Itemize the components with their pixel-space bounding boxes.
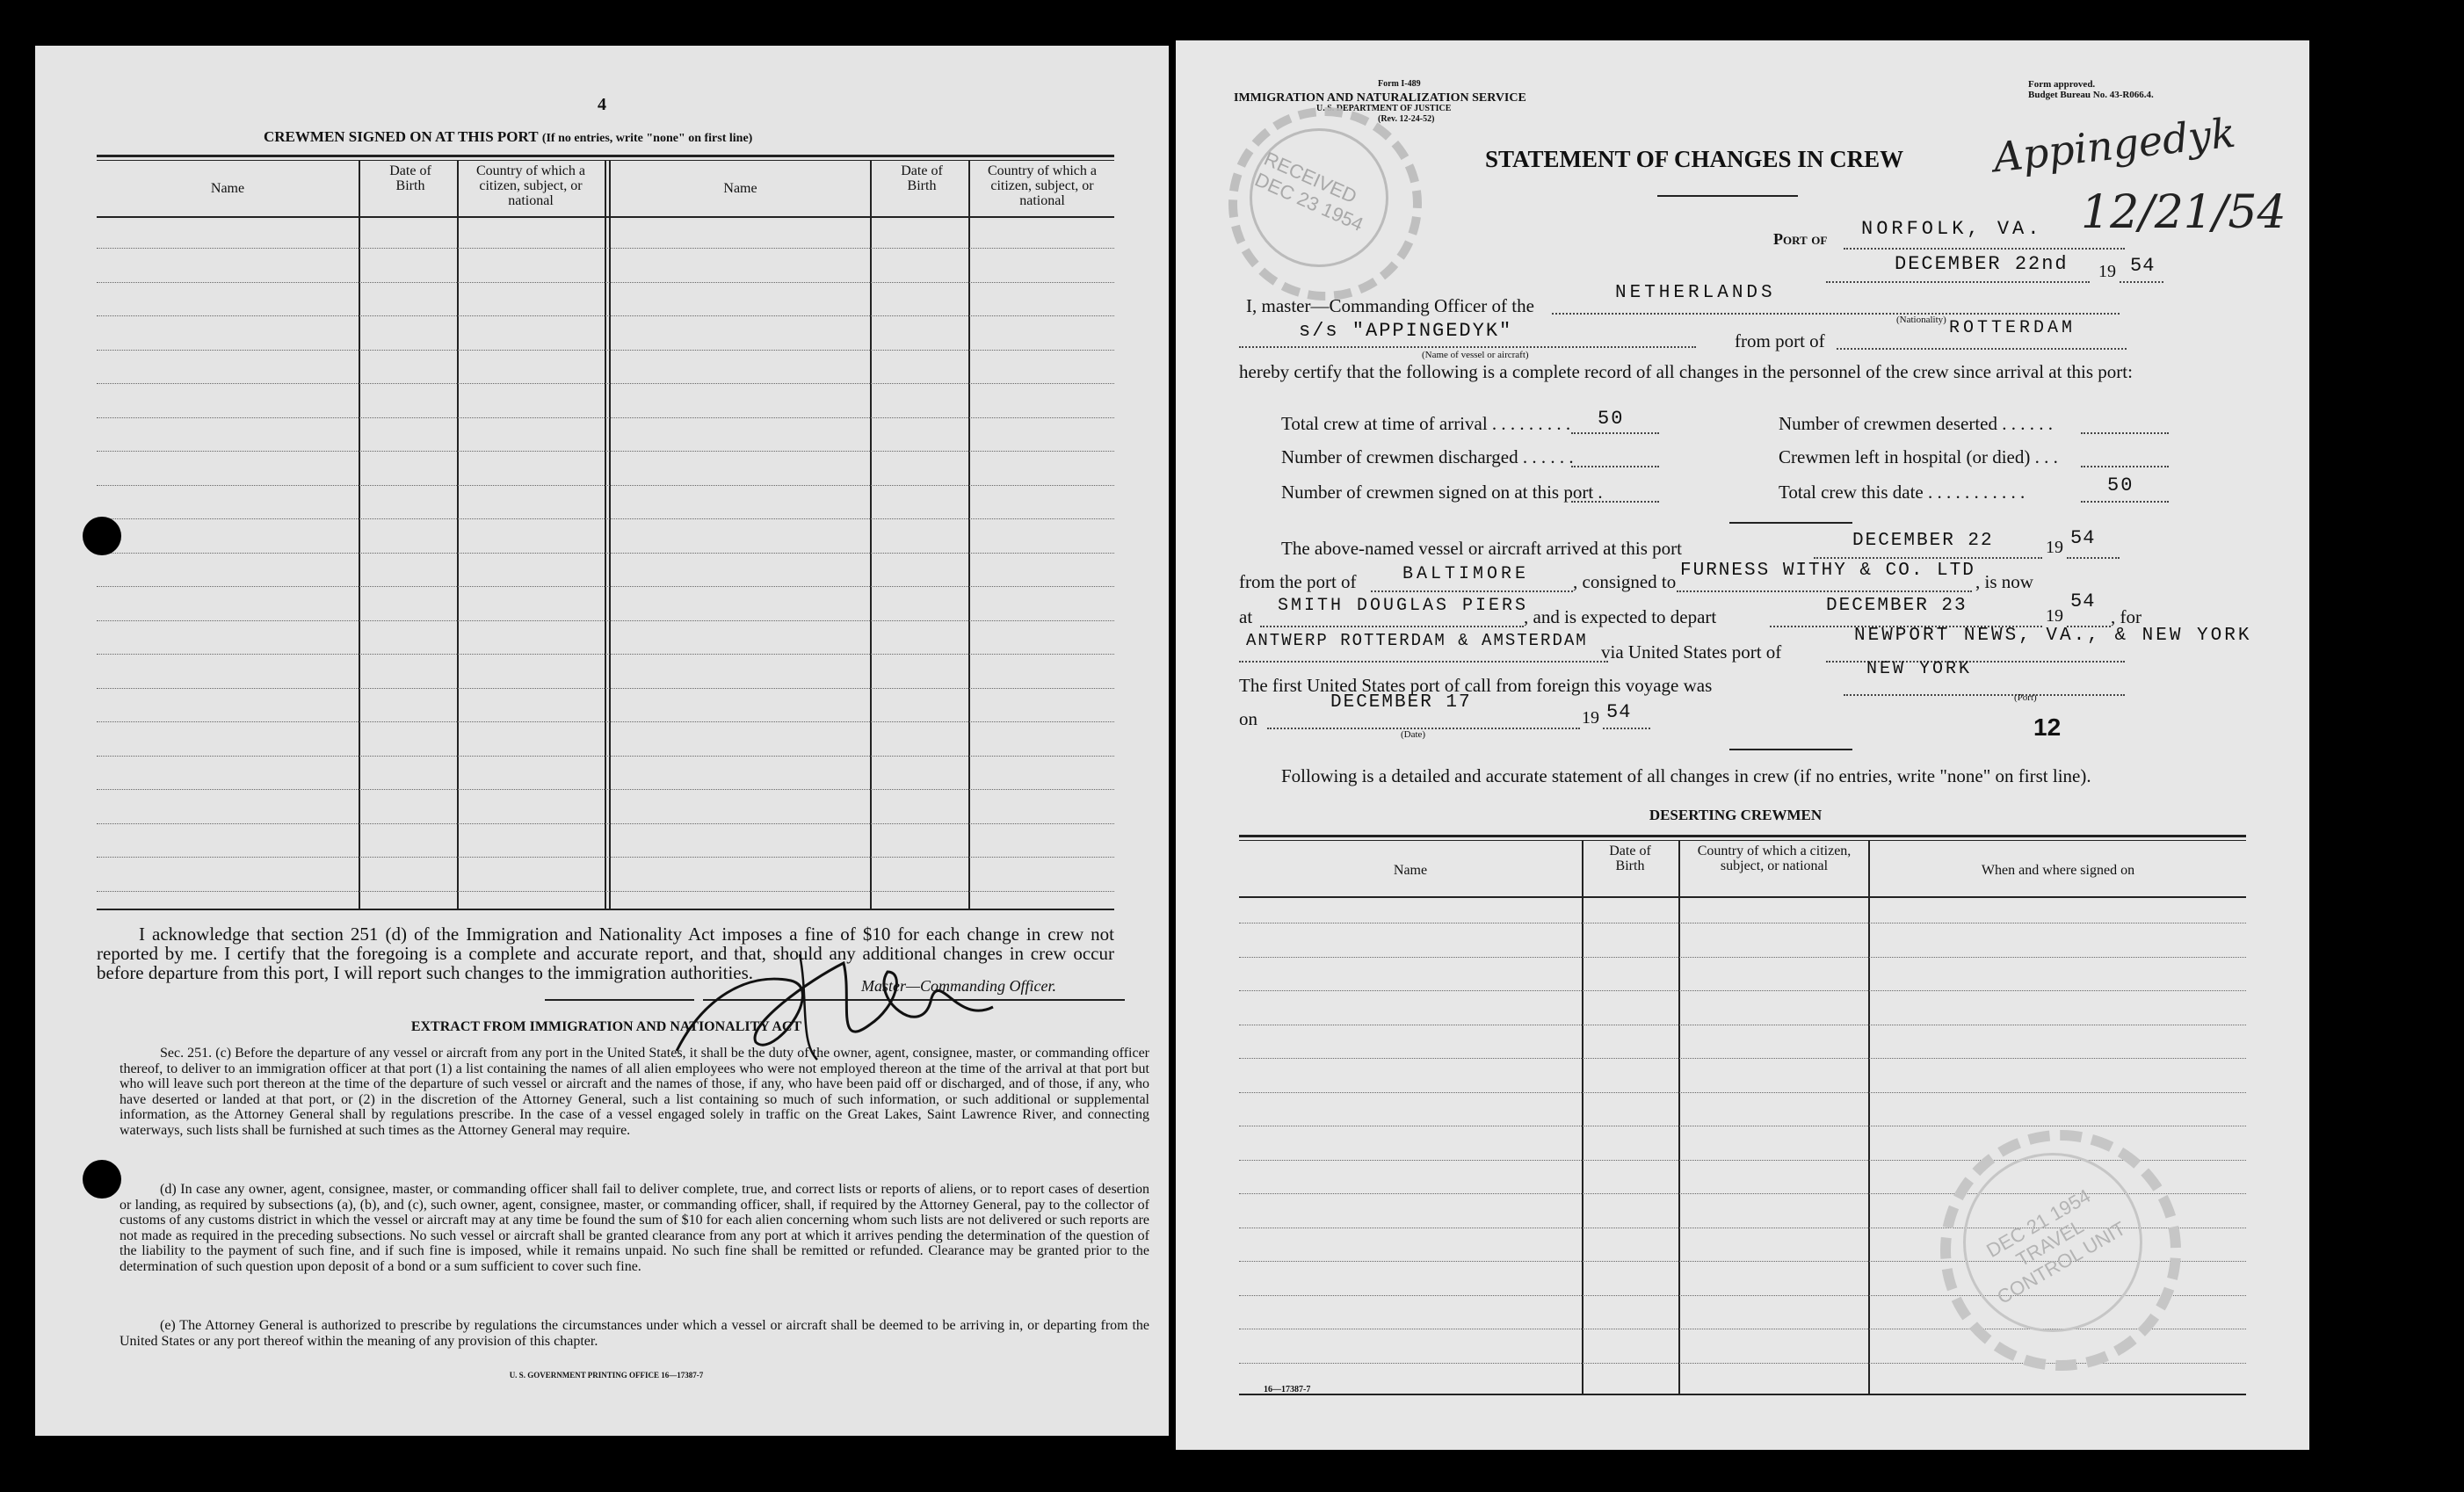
- from-port-value: ROTTERDAM: [1949, 318, 2076, 338]
- depart-year-prefix: 19: [2046, 606, 2063, 626]
- expected-label: , and is expected to depart: [1524, 606, 1717, 627]
- col-name-2: Name: [723, 181, 757, 196]
- form-page-back: [35, 46, 1169, 1436]
- form-title: STATEMENT OF CHANGES IN CREW: [1485, 146, 1904, 172]
- signed-on-label: Number of crewmen signed on at this port .: [1281, 482, 1603, 503]
- at-label: at: [1239, 606, 1253, 627]
- table-row: [97, 518, 1114, 519]
- table-row: [97, 654, 1114, 655]
- extract-sec-e: (e) The Attorney General is authorized to prescribe by regulations the circumstances under which a vessel or aircraft shall be deemed to be arriving in, or departing from the United States or any port thereof within the meaning of any provision of this chapter.: [120, 1318, 1149, 1349]
- consigned-value: FURNESS WITHY & CO. LTD: [1680, 561, 1975, 581]
- desert-col-name: Name: [1393, 863, 1428, 878]
- col-name-1: Name: [210, 181, 245, 196]
- table-row: [97, 451, 1114, 452]
- total-arrival-value: 50: [1598, 408, 1625, 430]
- vessel-caption: (Name of vessel or aircraft): [1422, 350, 1529, 360]
- port-caption: (Port): [2014, 692, 2037, 703]
- table-row: [97, 891, 1114, 892]
- col-dob-2: Date of Birth: [901, 163, 943, 193]
- col-country-2: Country of which a citizen, subject, or national: [988, 163, 1097, 208]
- table-row: [97, 857, 1114, 858]
- destination-ports: ANTWERP ROTTERDAM & AMSTERDAM: [1246, 631, 1588, 650]
- section-note: (If no entries, write "none" on first line): [541, 132, 753, 145]
- total-date-value: 50: [2107, 474, 2134, 496]
- for-label: , for: [2111, 606, 2142, 627]
- handwritten-vessel: Appingedyk: [1990, 108, 2238, 182]
- report-year: 54: [2130, 255, 2156, 277]
- col-dob-1: Date of Birth: [389, 163, 431, 193]
- first-port-year: 54: [1606, 701, 1632, 723]
- arrived-value: DECEMBER 22: [1852, 531, 1994, 551]
- from-port-of-label: from the port of: [1239, 571, 1357, 592]
- punch-hole: [83, 1160, 121, 1199]
- acknowledgement-text: I acknowledge that section 251 (d) of the Immigration and Nationality Act imposes a fine of $10 for each change in crew not reported by me. I certify that the foregoing is a complete and accurate report, and that, should any additional changes in crew occur before departure from this port, I will report such changes to the immigration authorities.: [97, 923, 1114, 983]
- section-title: CREWMEN SIGNED ON AT THIS PORT: [264, 128, 539, 145]
- table-row: [97, 485, 1114, 486]
- deserted-label: Number of crewmen deserted . . . . . .: [1779, 413, 2053, 434]
- pier-location: SMITH DOUGLAS PIERS: [1278, 596, 1529, 616]
- table-row: [97, 350, 1114, 351]
- table-row: [1239, 1092, 2246, 1093]
- first-port-label: The first United States port of call from foreign this voyage was: [1239, 675, 1713, 696]
- via-label: via United States port of: [1601, 641, 1782, 663]
- via-ports: NEWPORT NEWS, VA., & NEW YORK: [1854, 626, 2252, 646]
- table-row: [97, 383, 1114, 384]
- table-row: [1239, 1058, 2246, 1059]
- certify-text: hereby certify that the following is a complete record of all changes in the personnel of the crew since arrival at this port:: [1239, 361, 2133, 382]
- report-date: DECEMBER 22nd: [1895, 253, 2069, 275]
- printing-office: U. S. GOVERNMENT PRINTING OFFICE 16—17387-7: [509, 1371, 704, 1380]
- nationality-caption: (Nationality): [1896, 315, 1946, 325]
- table-row: [97, 282, 1114, 283]
- table-row: [97, 620, 1114, 621]
- punch-hole: [83, 517, 121, 555]
- table-row: [97, 789, 1114, 790]
- section-heading: [264, 128, 752, 146]
- from-port-of-value: BALTIMORE: [1402, 564, 1530, 584]
- signature-title: Master—Commanding Officer.: [861, 977, 1056, 995]
- date-caption: (Date): [1401, 729, 1426, 740]
- arrived-year-prefix: 19: [2046, 538, 2063, 557]
- desert-col-country: Country of which a citizen, subject, or national: [1697, 844, 1852, 873]
- received-stamp-text: RECEIVED DEC 23 1954: [1251, 147, 1367, 236]
- extract-sec-d: (d) In case any owner, agent, consignee, master, or commanding officer shall fail to deliver complete, true, and correct lists or reports of aliens, or to report cases of desertion or landing, as required by subsections (a), (b), and (c), such owner, agent, consignee, master, or commanding officer, shall, if required by the Attorney General, pay to the collector of customs of any customs district in which the vessel or aircraft may at any time be found the sum of $10 for each alien concerning whom such lists are not delivered or such reports are not made as required in the preceding subsections. No such vessel or aircraft shall be granted clearance from any port at which it arrives pending the determination of the question of the liability to the payment of such fine, and if such fine is imposed, while it remains unpaid. No such fine shall be remitted or refunded. Clearance may be granted prior to the determination of such question upon deposit of a bond or a sum sufficient to cover such fine.: [120, 1182, 1149, 1274]
- form-page-front: [1176, 40, 2309, 1450]
- deserting-title: DESERTING CREWMEN: [1649, 807, 1823, 823]
- nationality-value: NETHERLANDS: [1615, 283, 1776, 303]
- following-text: Following is a detailed and accurate statement of all changes in crew (if no entries, write "none" on first line).: [1281, 765, 2091, 786]
- desert-col-dob: Date of Birth: [1609, 844, 1651, 873]
- arrived-year: 54: [2070, 527, 2096, 549]
- table-row: [1239, 990, 2246, 991]
- discharged-label: Number of crewmen discharged . . . . . .: [1281, 446, 1574, 467]
- desert-col-signed: When and where signed on: [1981, 863, 2135, 878]
- consigned-label: , consigned to: [1573, 571, 1677, 592]
- agency-name: IMMIGRATION AND NATURALIZATION SERVICE: [1234, 91, 1526, 105]
- master-label: I, master—Commanding Officer of the: [1246, 295, 1534, 316]
- table-row: [97, 553, 1114, 554]
- table-row: [97, 721, 1114, 722]
- total-arrival-label: Total crew at time of arrival . . . . . . . . .: [1281, 413, 1571, 434]
- form-approved: Form approved.: [2028, 79, 2096, 90]
- page-number: 4: [598, 95, 606, 114]
- first-port-value: NEW YORK: [1866, 659, 1973, 679]
- table-row: [1239, 957, 2246, 958]
- stamped-count: 12: [2033, 713, 2062, 741]
- table-row: [97, 688, 1114, 689]
- is-now-label: , is now: [1975, 571, 2033, 592]
- from-port-label: from port of: [1735, 330, 1825, 351]
- arrived-label: The above-named vessel or aircraft arrived at this port: [1281, 538, 1682, 559]
- handwritten-date: 12/21/54: [2081, 186, 2286, 239]
- form-number: Form I-489: [1378, 79, 1421, 89]
- budget-bureau-number: Budget Bureau No. 43-R066.4.: [2028, 90, 2154, 100]
- depart-year: 54: [2070, 590, 2096, 612]
- table-row: [97, 756, 1114, 757]
- table-row: [97, 248, 1114, 249]
- form-revision: (Rev. 12-24-52): [1378, 114, 1435, 124]
- travel-control-stamp-text: DEC 21 1954 TRAVEL CONTROL UNIT: [1982, 1184, 2130, 1308]
- first-port-date: DECEMBER 17: [1330, 692, 1472, 713]
- port-label: Port of: [1773, 230, 1828, 248]
- on-label: on: [1239, 708, 1257, 729]
- extract-title: EXTRACT FROM IMMIGRATION AND NATIONALITY ACT: [410, 1019, 802, 1034]
- depart-date: DECEMBER 23: [1826, 596, 1968, 616]
- table-row: [97, 417, 1114, 418]
- table-row: [97, 823, 1114, 824]
- col-country-1: Country of which a citizen, subject, or national: [476, 163, 585, 208]
- signed-on-table: [97, 155, 1114, 910]
- table-row: [97, 315, 1114, 316]
- table-row: [97, 586, 1114, 587]
- form-footer: 16—17387-7: [1264, 1385, 1311, 1394]
- total-date-label: Total crew this date . . . . . . . . . . .: [1779, 482, 2026, 503]
- department-name: U. S. DEPARTMENT OF JUSTICE: [1316, 104, 1452, 113]
- extract-sec-c: Sec. 251. (c) Before the departure of any vessel or aircraft from any port in the United States, it shall be the duty of the owner, agent, consignee, master, or commanding officer thereof, to deliver to an immigration officer at that port (1) a list containing the names of all alien employees who were not employed thereon at the time of the arrival at that port but who will leave such port thereon at the time of the departure of such vessel or aircraft and the names of those, if any, who have been paid off or discharged, and of those, if any, who have deserted or landed at that port, or (2) in the discretion of the Attorney General, such a list containing so much of such information, or such additional or supplemental information, as the Attorney General shall by regulations prescribe. In the case of a vessel engaged solely in traffic on the Great Lakes, Saint Lawrence River, and connecting waterways, such lists shall be furnished at such times as the Attorney General may require.: [120, 1046, 1149, 1138]
- year-prefix: 19: [2098, 262, 2116, 281]
- vessel-name: s/s "APPINGEDYK": [1299, 320, 1513, 342]
- first-port-year-prefix: 19: [1582, 708, 1599, 728]
- hospital-label: Crewmen left in hospital (or died) . . .: [1779, 446, 2058, 467]
- port-value: NORFOLK, VA.: [1861, 218, 2043, 240]
